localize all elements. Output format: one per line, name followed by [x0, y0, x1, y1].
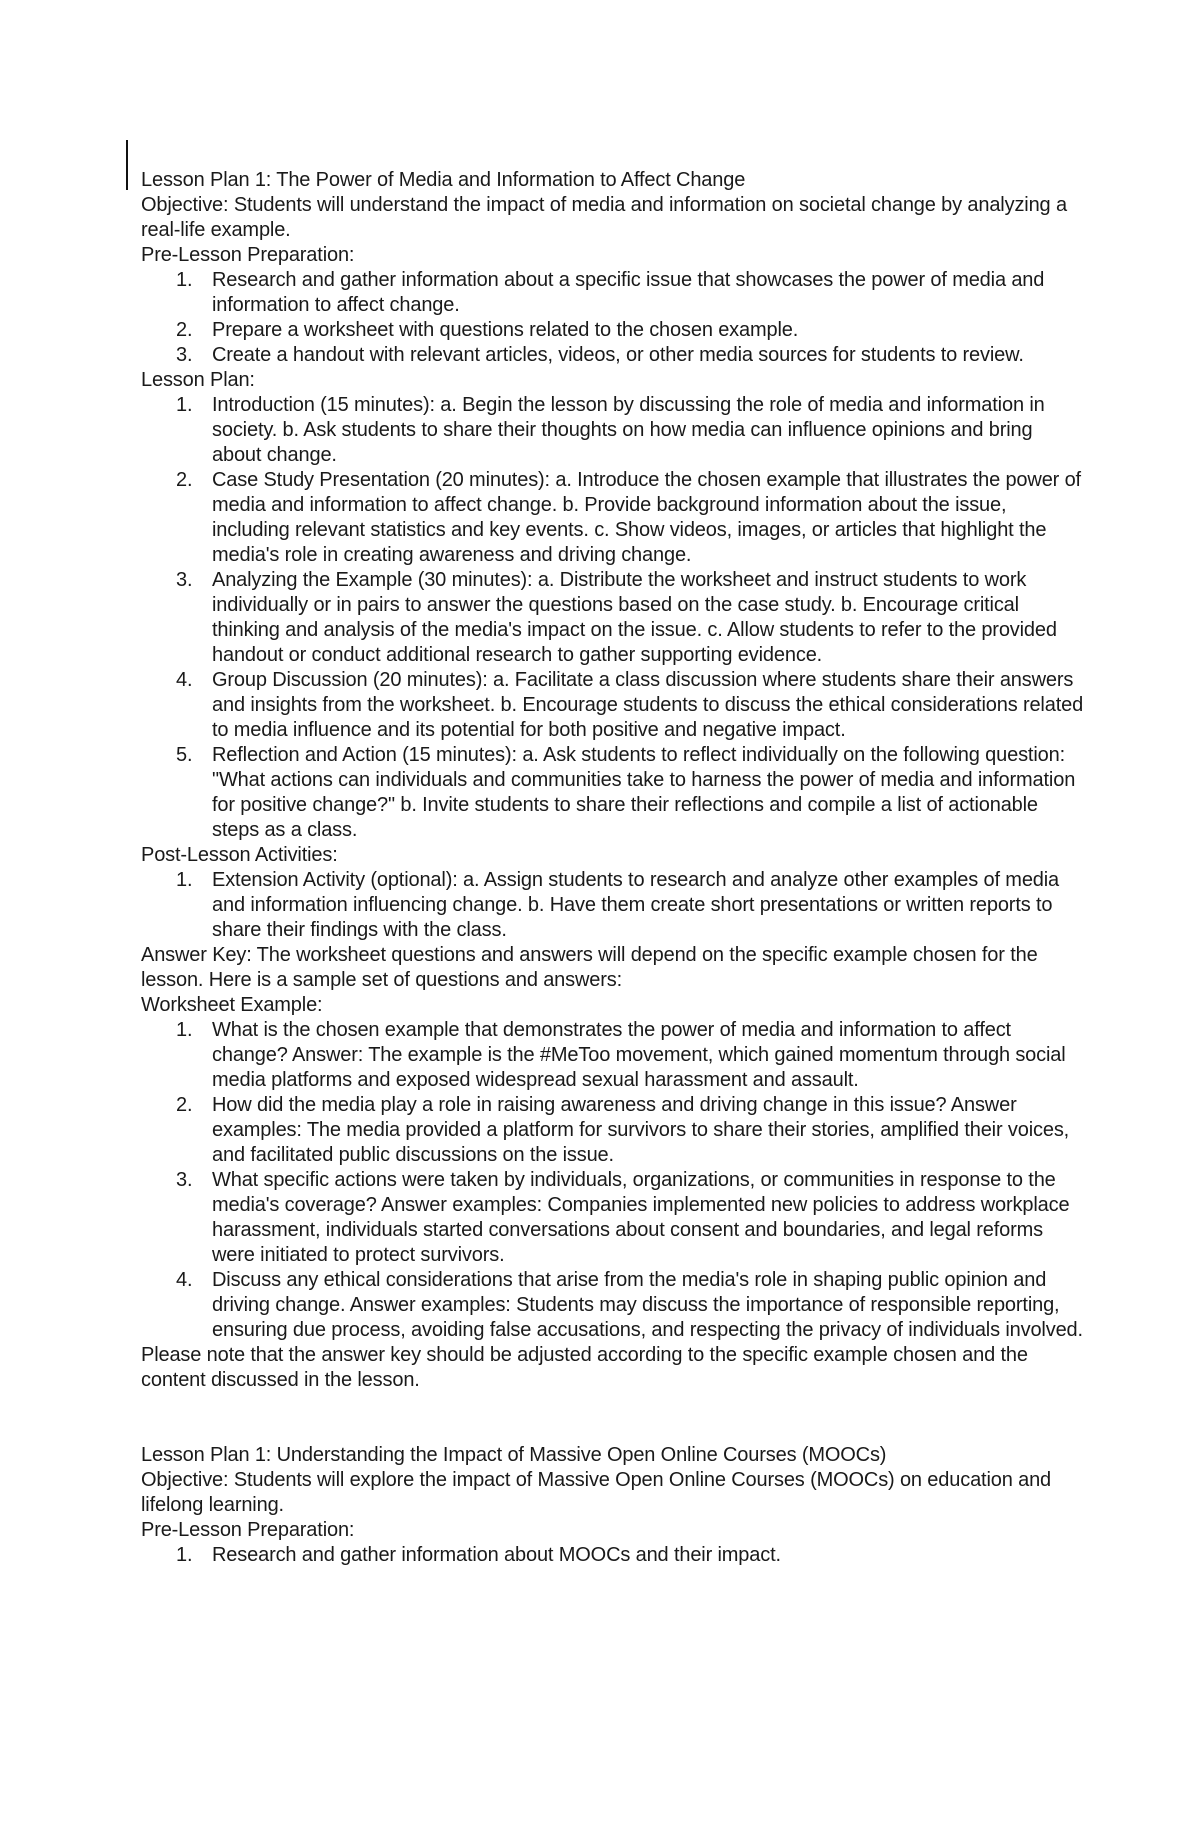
list-item-text: Discuss any ethical considerations that arise from the media's role in shaping public opinion and driving change. Answer examples: Students may discuss the importance of responsible reporting, ensuring due process, avoiding false accusations, and respecting the privacy of individuals involved.	[212, 1269, 1083, 1341]
list-number: 2.	[176, 469, 193, 491]
document-body[interactable]	[141, 168, 1086, 1568]
list-item-text: What is the chosen example that demonstrates the power of media and information to affect change? Answer: The example is the #MeToo movement, which gained momentum through social media platforms and exposed widespread sexual harassment and assault.	[212, 1019, 1066, 1091]
worksheet-heading: Worksheet Example:	[141, 994, 323, 1016]
list-item	[141, 1018, 1086, 1093]
list-item-text: Create a handout with relevant articles, videos, or other media sources for students to review.	[212, 344, 1024, 366]
list-item	[141, 568, 1086, 668]
closing-note: Please note that the answer key should be adjusted according to the specific example chosen and the content discussed in the lesson.	[141, 1344, 1028, 1391]
lesson-plan-list	[141, 393, 1086, 843]
list-number: 2.	[176, 1094, 193, 1116]
lesson-plan-heading: Lesson Plan:	[141, 369, 255, 391]
pre-lesson-heading: Pre-Lesson Preparation:	[141, 1519, 355, 1541]
objective: Objective: Students will explore the impact of Massive Open Online Courses (MOOCs) on education and lifelong learning.	[141, 1469, 1052, 1516]
list-item	[141, 743, 1086, 843]
list-number: 1.	[176, 869, 193, 891]
list-item	[141, 1543, 1086, 1568]
text-cursor	[126, 140, 128, 190]
objective: Objective: Students will understand the impact of media and information on societal change by analyzing a real-life example.	[141, 194, 1067, 241]
answer-key: Answer Key: The worksheet questions and answers will depend on the specific example chosen for the lesson. Here is a sample set of questions and answers:	[141, 944, 1038, 991]
list-item	[141, 668, 1086, 743]
list-item	[141, 468, 1086, 568]
list-item-text: Research and gather information about a specific issue that showcases the power of media and information to affect change.	[212, 269, 1045, 316]
list-number: 1.	[176, 1544, 193, 1566]
list-item	[141, 393, 1086, 468]
list-item	[141, 343, 1086, 368]
pre-lesson-list	[141, 1543, 1086, 1568]
list-number: 4.	[176, 1269, 193, 1291]
list-item	[141, 268, 1086, 318]
post-lesson-list	[141, 868, 1086, 943]
list-item	[141, 1093, 1086, 1168]
list-number: 1.	[176, 1019, 193, 1041]
worksheet-list	[141, 1018, 1086, 1343]
lesson-plan-title: Lesson Plan 1: Understanding the Impact of Massive Open Online Courses (MOOCs)	[141, 1444, 887, 1466]
list-item-text: What specific actions were taken by individuals, organizations, or communities in response to the media's coverage? Answer examples: Companies implemented new policies to address workplace harassment, individuals started conversations about consent and boundaries, and legal reforms were initiated to protect survivors.	[212, 1169, 1070, 1266]
list-number: 1.	[176, 394, 193, 416]
list-item	[141, 1168, 1086, 1268]
post-lesson-heading: Post-Lesson Activities:	[141, 844, 338, 866]
list-item-text: How did the media play a role in raising awareness and driving change in this issue? Answer examples: The media provided a platform for survivors to share their stories, amplified their voices, and facilitated public discussions on the issue.	[212, 1094, 1070, 1166]
list-number: 3.	[176, 1169, 193, 1191]
list-number: 4.	[176, 669, 193, 691]
pre-lesson-heading: Pre-Lesson Preparation:	[141, 244, 355, 266]
list-item-text: Case Study Presentation (20 minutes): a. Introduce the chosen example that illustrates the power of media and information to affect change. b. Provide background information about the issue, including relevant statistics and key events. c. Show videos, images, or articles that highlight the media's role in creating awareness and driving change.	[212, 469, 1081, 566]
list-item-text: Group Discussion (20 minutes): a. Facilitate a class discussion where students share their answers and insights from the worksheet. b. Encourage students to discuss the ethical considerations related to media influence and its potential for both positive and negative impact.	[212, 669, 1084, 741]
list-number: 5.	[176, 744, 193, 766]
lesson-plan-title: Lesson Plan 1: The Power of Media and Information to Affect Change	[141, 169, 746, 191]
pre-lesson-list	[141, 268, 1086, 368]
section-spacer	[141, 1393, 1086, 1443]
list-item	[141, 1268, 1086, 1343]
list-item-text: Research and gather information about MOOCs and their impact.	[212, 1544, 781, 1566]
list-item-text: Introduction (15 minutes): a. Begin the lesson by discussing the role of media and information in society. b. Ask students to share their thoughts on how media can influence opinions and bring about change.	[212, 394, 1045, 466]
list-number: 2.	[176, 319, 193, 341]
list-item	[141, 868, 1086, 943]
list-item-text: Prepare a worksheet with questions related to the chosen example.	[212, 319, 799, 341]
list-item-text: Extension Activity (optional): a. Assign students to research and analyze other examples of media and information influencing change. b. Have them create short presentations or written reports to share their findings with the class.	[212, 869, 1060, 941]
list-number: 3.	[176, 569, 193, 591]
list-item-text: Reflection and Action (15 minutes): a. Ask students to reflect individually on the following question: "What actions can individuals and communities take to harness the power of media and information for positive change?" b. Invite students to share their reflections and compile a list of actionable steps as a class.	[212, 744, 1076, 841]
list-item	[141, 318, 1086, 343]
list-item-text: Analyzing the Example (30 minutes): a. Distribute the worksheet and instruct students to work individually or in pairs to answer the questions based on the case study. b. Encourage critical thinking and analysis of the media's impact on the issue. c. Allow students to refer to the provided handout or conduct additional research to gather supporting evidence.	[212, 569, 1057, 666]
list-number: 3.	[176, 344, 193, 366]
list-number: 1.	[176, 269, 193, 291]
